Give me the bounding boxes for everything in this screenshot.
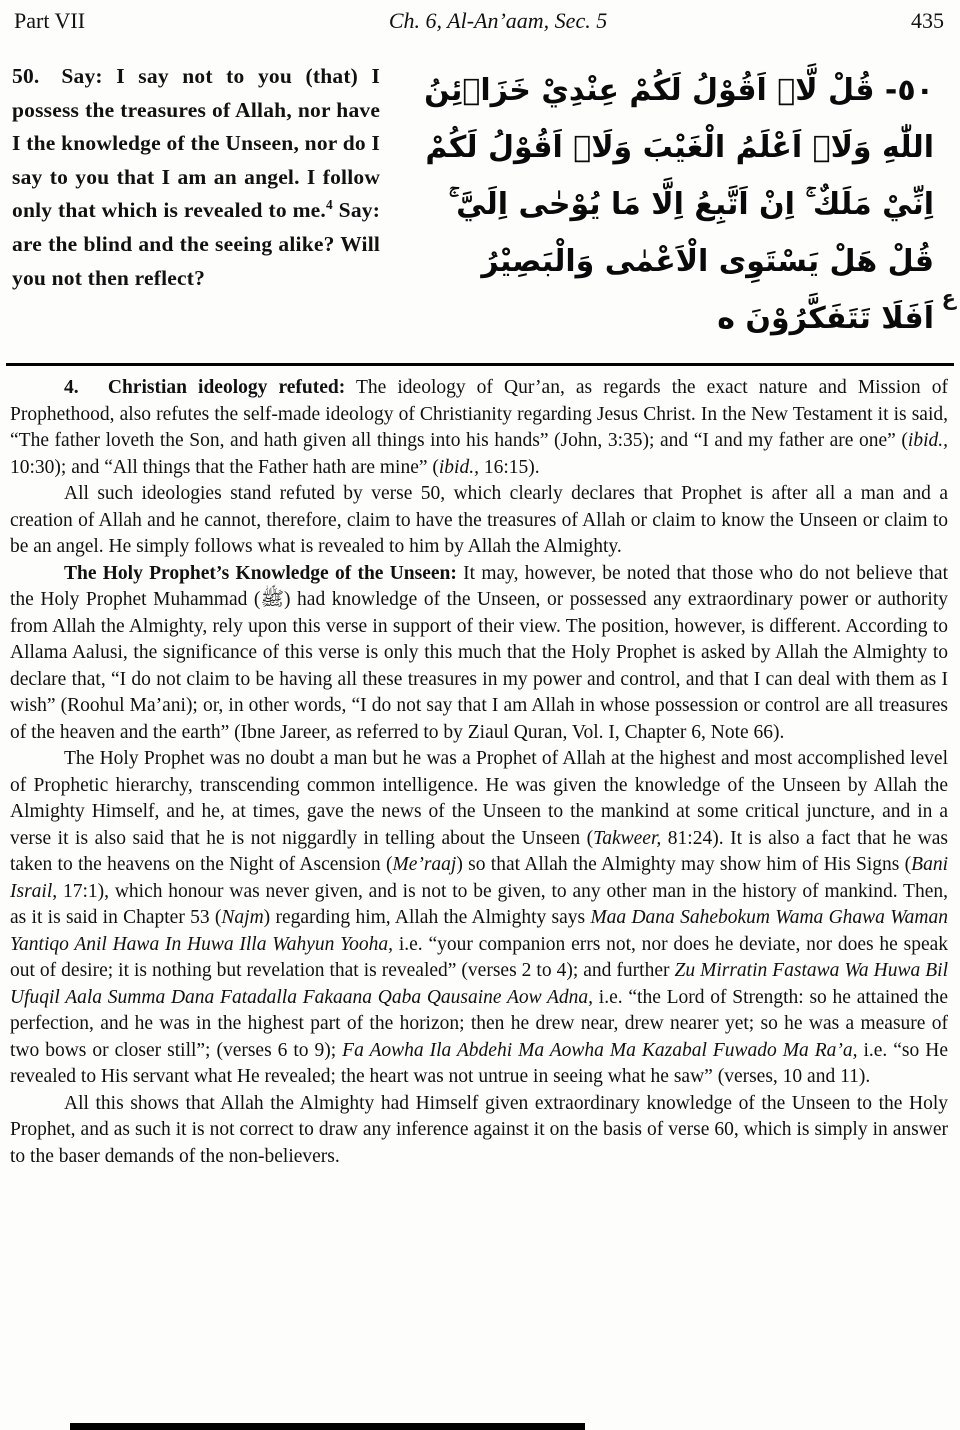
- paragraph: [10, 1091, 948, 1171]
- chapter-heading: Ch. 6, Al-An’aam, Sec. 5: [388, 8, 608, 33]
- text-segment: 81:24). It is also a fact that he was taken to the heavens on the Night of Ascension (: [10, 827, 948, 875]
- text-segment: Maa Dana Sahebokum Wama Ghawa Waman Yantiqo Anil Hawa In Huwa Illa Wahyun Yooha,: [10, 907, 949, 955]
- text-segment: i.e. “so He revealed to His servant what He revealed; the heart was not untrue in seeing what he saw” (verses, 10 and 11).: [10, 1039, 948, 1087]
- text-segment: Say: are the blind and the seeing alike? Will you not then reflect?: [12, 198, 381, 290]
- verse-translation: [12, 60, 380, 347]
- text-segment: The ideology of Qur’an, as regards the exact nature and Mission of Prophethood, also refutes the self-made ideology of Christianity regarding Jesus Christ. In the New Testament it is said, “The father loveth the Son, and hath given all things into his hands” (John, 3:35); and “I and my father are one” (: [10, 377, 949, 451]
- text-segment: 10:30); and “All things that the Father hath are mine” (: [10, 456, 439, 478]
- paragraph: [10, 561, 948, 747]
- section-divider: [6, 363, 954, 366]
- text-segment: [79, 377, 108, 398]
- arabic-line: اِنِّيْ مَلَكٌ ۚ اِنْ اَتَّبِعُ اِلَّا مَا يُوْحٰى اِلَيَّ ۚ: [448, 187, 934, 222]
- text-segment: 50. Say: I say not to you (that) I possess the treasures of Allah, nor have I the knowledge of the Unseen, nor do I say to you that I am an angel. I follow only that which is revealed to me.: [12, 64, 381, 223]
- text-segment: All such ideologies stand refuted by verse 50, which clearly declares that Prophet is after all a man and a creation of Allah and he cannot, therefore, claim to have the treasures of Allah or claim to know the Unseen or claim to be an angel. He simply follows what is revealed to him by Allah the Almighty.: [10, 483, 948, 557]
- text-segment: Christian ideology refuted:: [107, 377, 346, 398]
- text-segment: Zu Mirratin Fastawa Wa Huwa Bil Ufuqil Aala Summa Dana Fatadalla Fakaana Qaba Qausaine Aow Adna,: [10, 960, 948, 1008]
- text-segment: i.e. “your companion errs not, nor does he deviate, nor does he speak out of desire; it is nothing but revelation that is revealed” (verses 2 to 4); and further: [10, 933, 948, 981]
- text-segment: ibid.,: [907, 430, 948, 451]
- arabic-line: ٥٠- قُلْ لَّاۤ اَقُوْلُ لَكُمْ عِنْدِيْ خَزَاۤئِنُ: [424, 73, 934, 108]
- text-segment: Takweer,: [593, 827, 662, 849]
- page-header: [0, 0, 960, 34]
- arabic-line: اللّٰهِ وَلَاۤ اَعْلَمُ الْغَيْبَ وَلَاۤ اَقُوْلُ لَكُمْ: [425, 130, 934, 165]
- page-number: 435: [911, 8, 944, 33]
- verse-section: [0, 34, 960, 347]
- paragraph: [10, 746, 948, 1091]
- text-segment: The Holy Prophet’s Knowledge of the Unseen:: [64, 562, 457, 584]
- paragraph: [10, 375, 948, 481]
- text-segment: The Holy Prophet was no doubt a man but he was a Prophet of Allah at the highest and most accomplished level of Prophetic hierarchy, transcending common intelligence. He was given the knowledge of the Unseen by Allah the Almighty Himself, and he, at times, gave the news of the Unseen to the mankind at some critical juncture, and in a verse it is also said that he is not niggardly in telling about the Unseen (: [10, 748, 948, 849]
- bottom-rule: [70, 1423, 585, 1430]
- ruku-marker: ع: [941, 286, 956, 310]
- text-segment: ibid.,: [438, 456, 479, 478]
- text-segment: 17:1), which honour was never given, and is not to be given, to any other man in the history of mankind. Then, as it is said in Chapter 53 (: [10, 880, 948, 928]
- text-segment: Me’raaj: [392, 854, 457, 875]
- text-segment: Najm: [221, 907, 264, 928]
- text-segment: Fa Aowha Ila Abdehi Ma Aowha Ma Kazabal Fuwado Ma Ra’a,: [342, 1039, 858, 1061]
- text-segment: ) regarding him, Allah the Almighty says: [263, 907, 591, 928]
- text-segment: It may, however, be noted that those who do not believe that the Holy Prophet Muhammad (ﷺ) had knowledge of the Unseen, or possessed any extraordinary power or authority from Allah the Almighty, rely upon this verse in support of their view. The position, however, is different. According to Allama Aalusi, the significance of this verse is only this much that the Holy Prophet is asked by Allah the Almighty to declare that, “I do not claim to be having all these treasures in my power and control, and that I can deal with them as I wish” (Roohul Ma’ani); or, in other words, “I do not say that I am Allah in whose possession or control are all treasures of the heaven and the earth” (Ibne Jareer, as referred to by Ziaul Quran, Vol. I, Chapter 6, Note 66).: [10, 562, 948, 743]
- text-segment: Bani Israil,: [10, 854, 948, 902]
- arabic-verse: [380, 60, 950, 347]
- part-label: Part VII: [14, 8, 86, 33]
- text-segment: ) so that Allah the Almighty may show him of His Signs (: [456, 854, 912, 875]
- paragraph: [10, 481, 948, 561]
- text-segment: All this shows that Allah the Almighty had Himself given extraordinary knowledge of the Unseen to the Holy Prophet, and as such it is not correct to draw any inference against it on the basis of verse 60, which is simply in answer to the baser demands of the non-believers.: [10, 1092, 948, 1167]
- text-segment: 4.: [64, 377, 79, 398]
- text-segment: i.e. “the Lord of Strength: so he attained the perfection, and he was in the highest part of the horizon; then he drew near, drew nearer yet; so he was a measure of two bows or closer still”; (verses 6 to 9);: [10, 986, 948, 1061]
- arabic-line: اَفَلَا تَتَفَكَّرُوْنَ ە: [717, 301, 934, 336]
- commentary-section: [0, 375, 960, 1170]
- text-segment: 4: [326, 197, 333, 213]
- text-segment: 16:15).: [478, 456, 540, 478]
- arabic-line: قُلْ هَلْ يَسْتَوِى الْاَعْمٰى وَالْبَصِيْرُ: [481, 244, 934, 279]
